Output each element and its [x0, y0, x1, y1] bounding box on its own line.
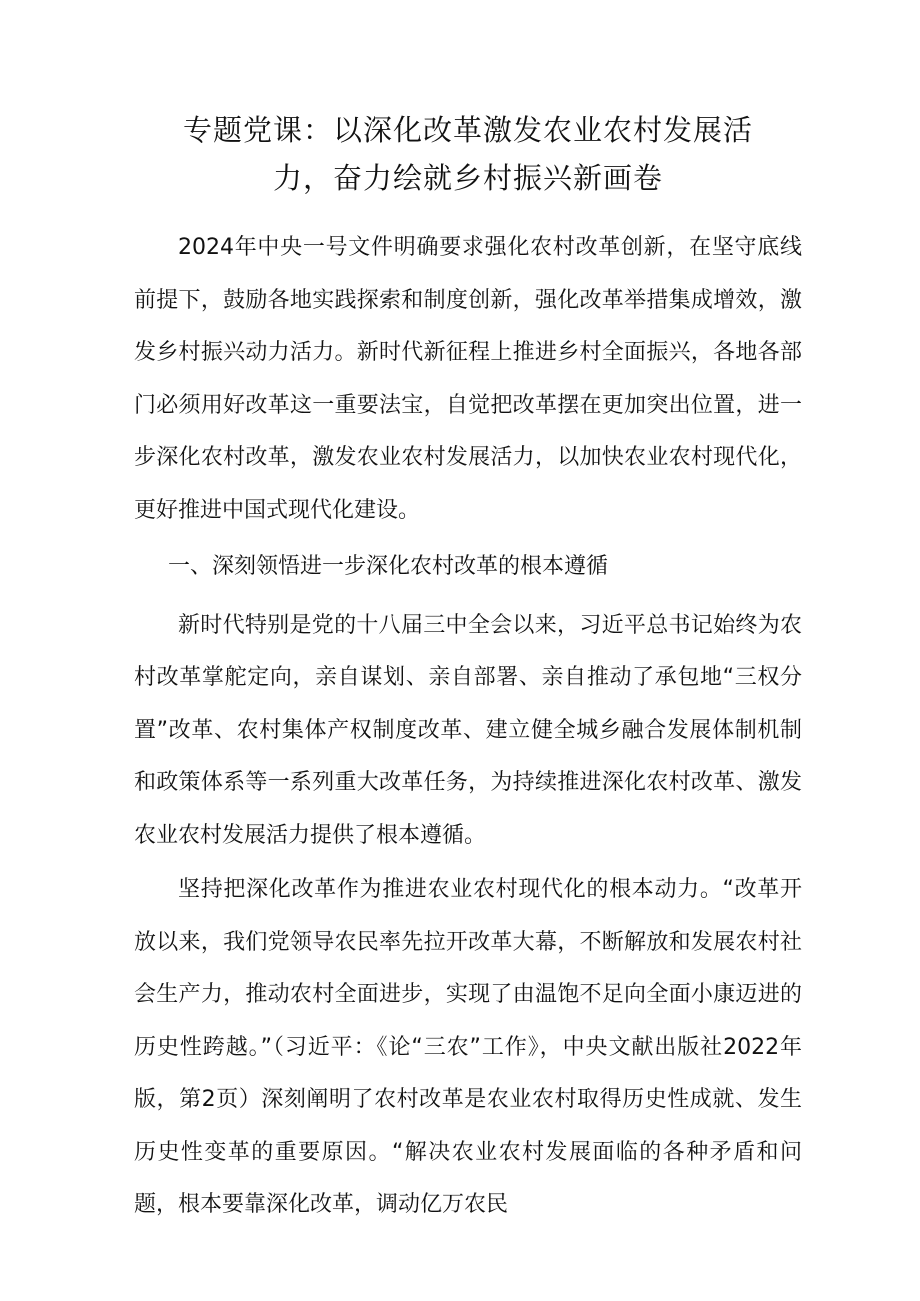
- body-paragraph-2: 坚持把深化改革作为推进农业农村现代化的根本动力。“改革开放以来，我们党领导农民率先拉开改革大幕，不断解放和发展农村社会生产力，推动农村全面进步，实现了由温饱不足向全面小康迈进的历史性跨越。”（习近平：《论“三农”工作》，中央文献出版社2022年版，第2页）深刻阐明了农村改革是农业农村取得历史性成就、发生历史性变革的重要原因。“解决农业农村发展面临的各种矛盾和问题，根本要靠深化改革，调动亿万农民: [134, 877, 802, 1217]
- body-paragraph-1: 新时代特别是党的十八届三中全会以来，习近平总书记始终为农村改革掌舵定向，亲自谋划、亲自部署、亲自推动了承包地“三权分置”改革、农村集体产权制度改革、建立健全城乡融合发展体制机制和政策体系等一系列重大改革任务，为持续推进深化农村改革、激发农业农村发展活力提供了根本遵循。: [134, 612, 802, 848]
- title-line-2: 力，奋力绘就乡村振兴新画卷: [272, 161, 663, 195]
- title-line-1: 专题党课：以深化改革激发农业农村发展活: [182, 113, 753, 147]
- section-heading: 一、深刻领悟进一步深化农村改革的根本遵循: [168, 554, 609, 579]
- document-title: [134, 106, 802, 202]
- intro-paragraph: 2024年中央一号文件明确要求强化农村改革创新，在坚守底线前提下，鼓励各地实践探索和制度创新，强化改革举措集成增效，激发乡村振兴动力活力。新时代新征程上推进乡村全面振兴，各地各部门必须用好改革这一重要法宝，自觉把改革摆在更加突出位置，进一步深化农村改革，激发农业农村发展活力，以加快农业农村现代化，更好推进中国式现代化建设。: [134, 235, 802, 523]
